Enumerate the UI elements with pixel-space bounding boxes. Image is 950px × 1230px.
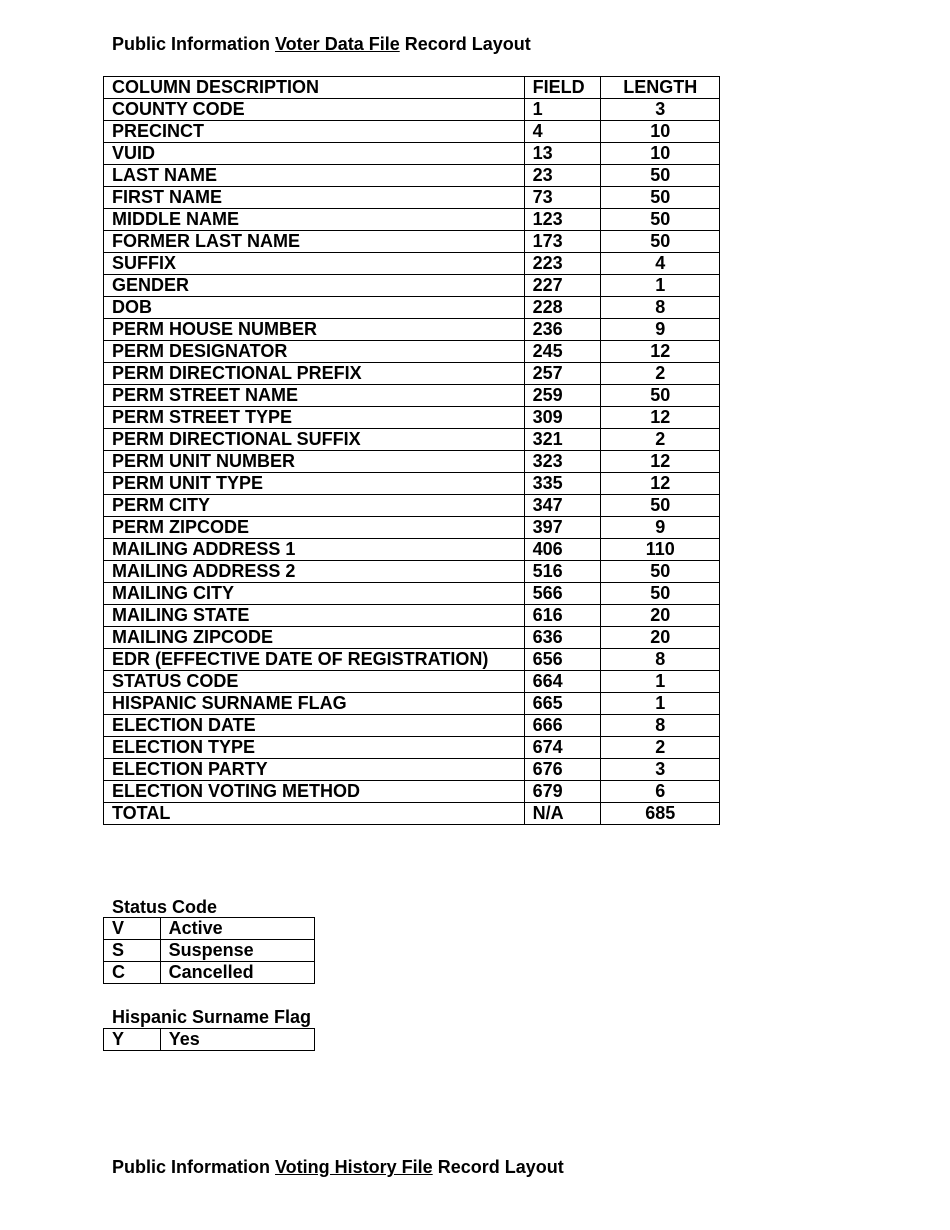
legend-row: [104, 918, 315, 940]
length-cell: 50: [601, 561, 720, 583]
table-row: [104, 737, 720, 759]
column-description-cell: ELECTION VOTING METHOD: [104, 781, 525, 803]
table-row: [104, 319, 720, 341]
column-description-cell: MAILING ADDRESS 1: [104, 539, 525, 561]
table-row: [104, 275, 720, 297]
field-cell: 674: [524, 737, 601, 759]
column-description-cell: PERM STREET NAME: [104, 385, 525, 407]
legend-code-cell: Y: [104, 1029, 161, 1051]
field-cell: 123: [524, 209, 601, 231]
record-layout-table: [103, 76, 720, 825]
length-cell: 110: [601, 539, 720, 561]
column-description-cell: HISPANIC SURNAME FLAG: [104, 693, 525, 715]
column-description-cell: PERM DIRECTIONAL SUFFIX: [104, 429, 525, 451]
status-code-table: [103, 917, 315, 984]
column-description-cell: ELECTION TYPE: [104, 737, 525, 759]
title-underlined-text: Voting History File: [275, 1157, 433, 1177]
table-row: [104, 561, 720, 583]
length-cell: 2: [601, 429, 720, 451]
field-cell: 173: [524, 231, 601, 253]
length-cell: 9: [601, 319, 720, 341]
length-cell: 10: [601, 121, 720, 143]
legend-row: [104, 940, 315, 962]
column-description-cell: PERM STREET TYPE: [104, 407, 525, 429]
table-row: [104, 649, 720, 671]
field-cell: 616: [524, 605, 601, 627]
table-row: [104, 231, 720, 253]
length-cell: 8: [601, 297, 720, 319]
table-row: [104, 99, 720, 121]
hispanic-surname-flag-title: Hispanic Surname Flag: [112, 1007, 312, 1027]
table-row: [104, 539, 720, 561]
column-description-cell: GENDER: [104, 275, 525, 297]
column-description-cell: SUFFIX: [104, 253, 525, 275]
length-cell: 12: [601, 473, 720, 495]
length-cell: 2: [601, 363, 720, 385]
field-cell: 323: [524, 451, 601, 473]
column-description-cell: PERM DIRECTIONAL PREFIX: [104, 363, 525, 385]
column-description-cell: EDR (EFFECTIVE DATE OF REGISTRATION): [104, 649, 525, 671]
field-cell: 4: [524, 121, 601, 143]
column-description-cell: VUID: [104, 143, 525, 165]
column-description-cell: TOTAL: [104, 803, 525, 825]
field-cell: 73: [524, 187, 601, 209]
title-prefix: Public Information: [112, 34, 276, 54]
legend-meaning-cell: Active: [160, 918, 314, 940]
table-row: [104, 517, 720, 539]
length-cell: 1: [601, 693, 720, 715]
table-row: [104, 451, 720, 473]
table-row: [104, 363, 720, 385]
column-description-cell: PERM DESIGNATOR: [104, 341, 525, 363]
column-description-cell: ELECTION DATE: [104, 715, 525, 737]
legend-meaning-cell: Yes: [160, 1029, 314, 1051]
legend-row: [104, 962, 315, 984]
legend-code-cell: S: [104, 940, 161, 962]
table-row: [104, 473, 720, 495]
length-cell: 50: [601, 231, 720, 253]
length-cell: 12: [601, 407, 720, 429]
voter-data-layout-title: [112, 33, 531, 55]
length-cell: 8: [601, 715, 720, 737]
legend-meaning-cell: Cancelled: [160, 962, 314, 984]
field-cell: 406: [524, 539, 601, 561]
field-cell: N/A: [524, 803, 601, 825]
field-cell: 566: [524, 583, 601, 605]
column-description-cell: FIRST NAME: [104, 187, 525, 209]
table-row: [104, 253, 720, 275]
column-description-cell: PERM ZIPCODE: [104, 517, 525, 539]
table-row: [104, 781, 720, 803]
field-cell: 516: [524, 561, 601, 583]
field-cell: 397: [524, 517, 601, 539]
field-cell: 636: [524, 627, 601, 649]
column-description-cell: PERM UNIT TYPE: [104, 473, 525, 495]
field-cell: 223: [524, 253, 601, 275]
title-prefix: Public Information: [112, 1157, 276, 1177]
field-cell: 228: [524, 297, 601, 319]
column-description-cell: COUNTY CODE: [104, 99, 525, 121]
length-cell: 2: [601, 737, 720, 759]
table-row: [104, 297, 720, 319]
column-description-cell: PRECINCT: [104, 121, 525, 143]
column-description-cell: MAILING CITY: [104, 583, 525, 605]
column-description-cell: PERM CITY: [104, 495, 525, 517]
length-cell: 50: [601, 165, 720, 187]
table-row: [104, 803, 720, 825]
legend-code-cell: C: [104, 962, 161, 984]
length-cell: 1: [601, 275, 720, 297]
length-cell: 3: [601, 99, 720, 121]
hispanic-surname-flag-table: [103, 1028, 315, 1051]
field-cell: 676: [524, 759, 601, 781]
field-cell: 227: [524, 275, 601, 297]
table-row: [104, 385, 720, 407]
length-cell: 3: [601, 759, 720, 781]
header-field: FIELD: [524, 77, 601, 99]
column-description-cell: LAST NAME: [104, 165, 525, 187]
field-cell: 665: [524, 693, 601, 715]
voting-history-layout-title: [112, 1156, 564, 1178]
table-row: [104, 605, 720, 627]
field-cell: 236: [524, 319, 601, 341]
table-row: [104, 407, 720, 429]
field-cell: 257: [524, 363, 601, 385]
field-cell: 245: [524, 341, 601, 363]
column-description-cell: MAILING STATE: [104, 605, 525, 627]
field-cell: 679: [524, 781, 601, 803]
legend-meaning-cell: Suspense: [160, 940, 314, 962]
field-cell: 321: [524, 429, 601, 451]
length-cell: 9: [601, 517, 720, 539]
field-cell: 335: [524, 473, 601, 495]
length-cell: 20: [601, 627, 720, 649]
length-cell: 1: [601, 671, 720, 693]
header-row: [104, 77, 720, 99]
column-description-cell: MAILING ZIPCODE: [104, 627, 525, 649]
column-description-cell: MAILING ADDRESS 2: [104, 561, 525, 583]
legend-code-cell: V: [104, 918, 161, 940]
table-row: [104, 671, 720, 693]
field-cell: 259: [524, 385, 601, 407]
length-cell: 50: [601, 385, 720, 407]
length-cell: 20: [601, 605, 720, 627]
length-cell: 8: [601, 649, 720, 671]
hispanic-surname-flag-body: [104, 1029, 315, 1051]
table-row: [104, 429, 720, 451]
table-row: [104, 187, 720, 209]
title-suffix: Record Layout: [432, 1157, 564, 1177]
length-cell: 4: [601, 253, 720, 275]
length-cell: 12: [601, 341, 720, 363]
table-row: [104, 583, 720, 605]
length-cell: 685: [601, 803, 720, 825]
field-cell: 666: [524, 715, 601, 737]
column-description-cell: PERM HOUSE NUMBER: [104, 319, 525, 341]
header-length: LENGTH: [601, 77, 720, 99]
table-row: [104, 495, 720, 517]
column-description-cell: FORMER LAST NAME: [104, 231, 525, 253]
record-layout-body: [104, 77, 720, 825]
column-description-cell: PERM UNIT NUMBER: [104, 451, 525, 473]
column-description-cell: ELECTION PARTY: [104, 759, 525, 781]
field-cell: 656: [524, 649, 601, 671]
field-cell: 23: [524, 165, 601, 187]
table-row: [104, 715, 720, 737]
table-row: [104, 693, 720, 715]
legend-row: [104, 1029, 315, 1051]
table-row: [104, 759, 720, 781]
field-cell: 1: [524, 99, 601, 121]
field-cell: 13: [524, 143, 601, 165]
table-row: [104, 341, 720, 363]
field-cell: 664: [524, 671, 601, 693]
length-cell: 50: [601, 187, 720, 209]
header-column-description: COLUMN DESCRIPTION: [104, 77, 525, 99]
status-code-title: Status Code: [112, 897, 218, 917]
length-cell: 50: [601, 209, 720, 231]
status-code-body: [104, 918, 315, 984]
column-description-cell: MIDDLE NAME: [104, 209, 525, 231]
column-description-cell: STATUS CODE: [104, 671, 525, 693]
length-cell: 50: [601, 495, 720, 517]
length-cell: 12: [601, 451, 720, 473]
table-row: [104, 165, 720, 187]
field-cell: 309: [524, 407, 601, 429]
column-description-cell: DOB: [104, 297, 525, 319]
length-cell: 50: [601, 583, 720, 605]
length-cell: 6: [601, 781, 720, 803]
field-cell: 347: [524, 495, 601, 517]
length-cell: 10: [601, 143, 720, 165]
title-underlined-text: Voter Data File: [275, 34, 400, 54]
table-row: [104, 143, 720, 165]
title-suffix: Record Layout: [399, 34, 531, 54]
table-row: [104, 209, 720, 231]
table-row: [104, 121, 720, 143]
table-row: [104, 627, 720, 649]
